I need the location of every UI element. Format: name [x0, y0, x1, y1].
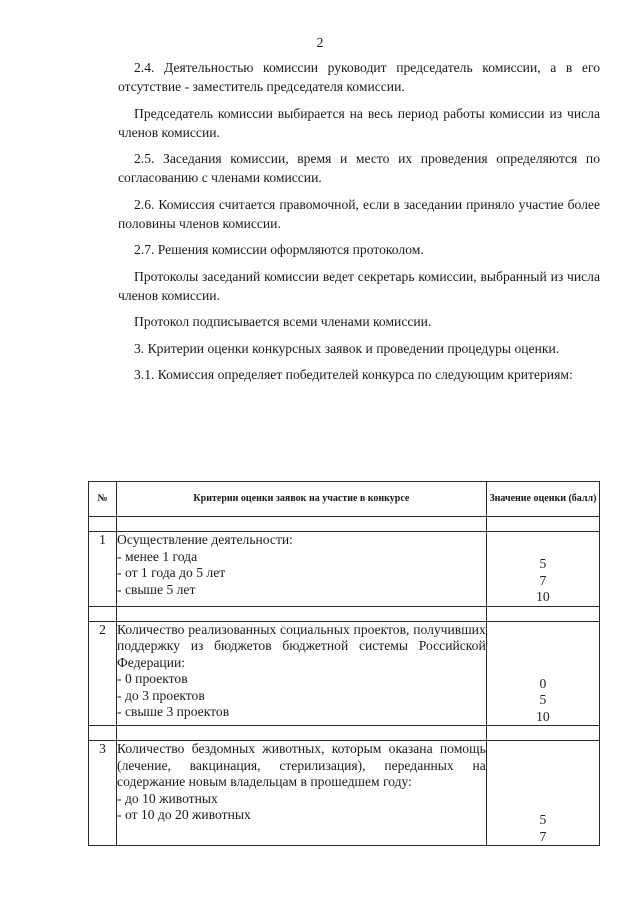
- criterion-title: Количество бездомных животных, которым оказана помощь (лечение, вакцинация, стерилизация), переданных на содержание новым владельцам в прошедшем году:: [117, 741, 486, 789]
- header-value: Значение оценки (балл): [486, 482, 599, 517]
- table-spacer: [89, 517, 600, 532]
- criterion-cell: [117, 621, 487, 726]
- document-body: [118, 58, 600, 392]
- criterion-option: - 0 проектов: [117, 671, 188, 686]
- score-value: 5: [539, 692, 547, 707]
- paragraph-3-1: 3.1. Комиссия определяет победителей конкурса по следующим критериям:: [134, 367, 573, 382]
- table-header-row: [89, 482, 600, 517]
- row-number: 2: [89, 621, 117, 726]
- header-criteria: Критерии оценки заявок на участие в конкурсе: [117, 482, 487, 517]
- criterion-title: Осуществление деятельности:: [117, 532, 293, 547]
- score-value: 7: [539, 572, 547, 588]
- score-value: 5: [539, 812, 547, 827]
- table-spacer: [89, 726, 600, 741]
- paragraph-2-5: 2.5. Заседания комиссии, время и место их проведения определяются по согласованию с членами комиссии.: [118, 151, 600, 185]
- row-number: 3: [89, 741, 117, 846]
- criterion-option: - от 10 до 20 животных: [117, 807, 251, 822]
- table-row: [89, 741, 600, 846]
- header-number: №: [89, 482, 117, 517]
- paragraph-2-4: 2.4. Деятельностью комиссии руководит председатель комиссии, а в его отсутствие - заместитель председателя комиссии.: [118, 60, 600, 94]
- score-value: 5: [539, 556, 547, 571]
- criterion-option: - менее 1 года: [117, 548, 198, 564]
- score-value: 0: [539, 675, 547, 691]
- row-number: 1: [89, 532, 117, 607]
- criterion-option: - свыше 5 лет: [117, 581, 196, 597]
- criterion-option: - свыше 3 проектов: [117, 704, 230, 719]
- value-cell: [486, 621, 599, 726]
- criterion-option: - до 3 проектов: [117, 687, 205, 703]
- paragraph-2-7: 2.7. Решения комиссии оформляются протоколом.: [134, 242, 424, 257]
- paragraph-minutes-secretary: Протоколы заседаний комиссии ведет секретарь комиссии, выбранный из числа членов комиссии.: [118, 268, 600, 303]
- value-cell: [486, 741, 599, 846]
- table-row: [89, 621, 600, 726]
- paragraph-minutes-signed: Протокол подписывается всеми членами комиссии.: [134, 314, 432, 329]
- score-value: 10: [536, 589, 550, 604]
- table-spacer: [89, 606, 600, 621]
- score-value: 10: [536, 708, 550, 724]
- criterion-cell: [117, 741, 487, 846]
- score-value: 7: [539, 828, 547, 844]
- criterion-cell: [117, 532, 487, 607]
- paragraph-section-3: 3. Критерии оценки конкурсных заявок и проведении процедуры оценки.: [134, 340, 560, 356]
- paragraph-chairman-election: Председатель комиссии выбирается на весь период работы комиссии из числа членов комиссии.: [118, 105, 600, 140]
- criterion-option: - до 10 животных: [117, 790, 218, 806]
- value-cell: [486, 532, 599, 607]
- criterion-option: - от 1 года до 5 лет: [117, 565, 226, 580]
- criteria-table: [88, 481, 600, 846]
- table-row: [89, 532, 600, 607]
- page-number: 2: [316, 36, 324, 51]
- criterion-title: Количество реализованных социальных проектов, получивших поддержку из бюджетов бюджетной системы Российской Федерации:: [117, 621, 486, 670]
- paragraph-2-6: 2.6. Комиссия считается правомочной, если в заседании приняло участие более половины членов комиссии.: [118, 196, 600, 231]
